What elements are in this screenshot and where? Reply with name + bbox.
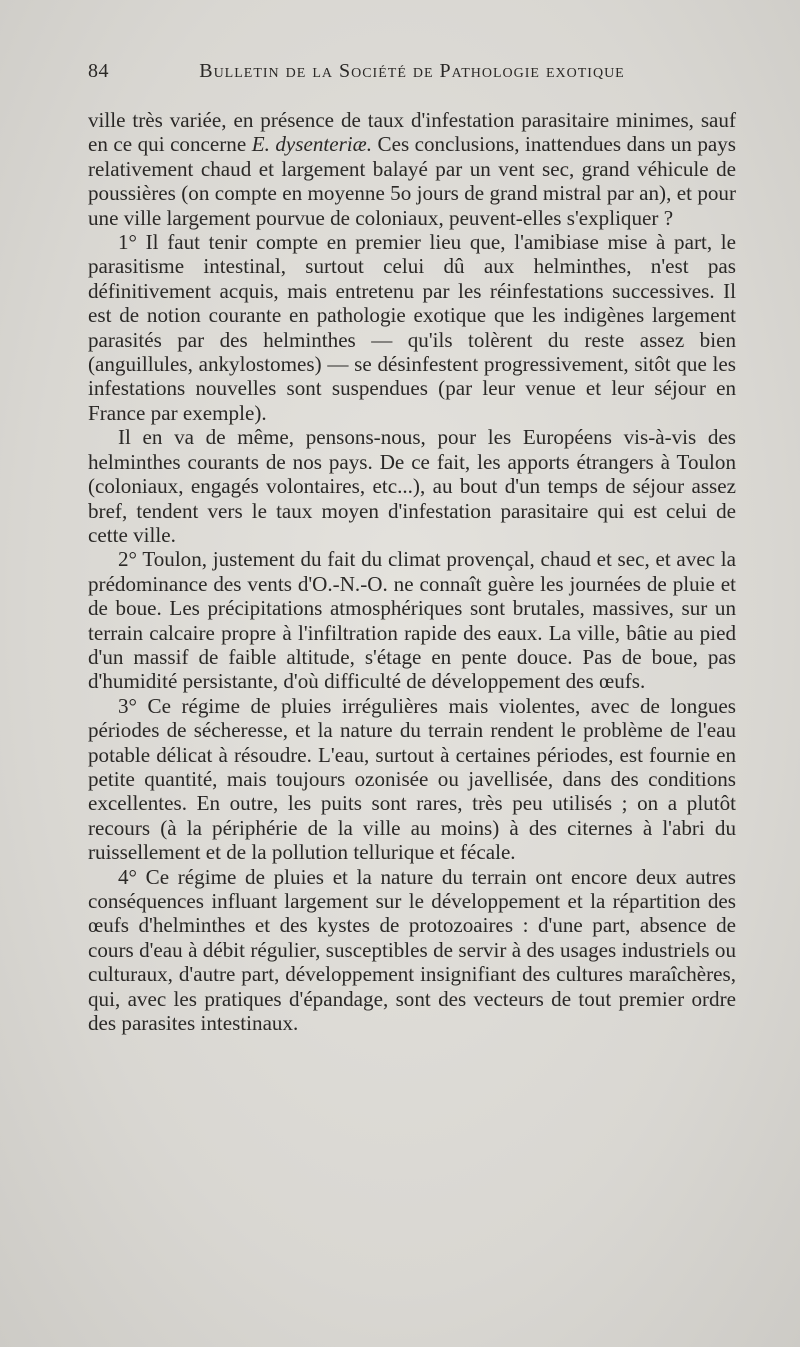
- species-name: E. dysenteriæ.: [251, 132, 373, 157]
- paragraph-1: [88, 108, 736, 230]
- paragraph-point-1: 1° Il faut tenir compte en premier lieu que, l'amibiase mise à part, le parasitisme intestinal, surtout celui dû aux helminthes, n'est pas définitivement acquis, mais entretenu par les réinfestations successives. Il est de notion courante en pathologie exotique que les indigènes largement parasités par des helminthes — qu'ils tolèrent du reste assez bien (anguillules, ankylostomes) — se désinfestent progressivement, sitôt que les infestations nouvelles sont suspendues (par leur venue et leur séjour en France par exemple).: [88, 230, 736, 425]
- paragraph-point-4: 4° Ce régime de pluies et la nature du terrain ont encore deux autres conséquences influant largement sur le développement et la répartition des œufs d'helminthes et des kystes de protozoaires : d'une part, absence de cours d'eau à débit régulier, susceptibles de servir à des usages industriels ou culturaux, d'autre part, développement insignifiant des cultures maraîchères, qui, avec les pratiques d'épandage, sont des vecteurs de tout premier ordre des parasites intestinaux.: [88, 864, 736, 1036]
- paragraph-point-2: 2° Toulon, justement du fait du climat provençal, chaud et sec, et avec la prédominance des vents d'O.-N.-O. ne connaît guère les journées de pluie et de boue. Les précipitations atmosphériques sont brutales, massives, sur un terrain calcaire propre à l'infiltration rapide des eaux. La ville, bâtie au pied d'un massif de faible altitude, s'étage en pente douce. Pas de boue, pas d'humidité persistante, d'où difficulté de développement des œufs.: [88, 547, 736, 694]
- body-text: [88, 108, 736, 1035]
- paragraph-europeans: Il en va de même, pensons-nous, pour les Européens vis-à-vis des helminthes courants de nos pays. De ce fait, les apports étrangers à Toulon (coloniaux, engagés volontaires, etc...), au bout d'un temps de séjour assez bref, tendent vers le taux moyen d'infestation parasitaire qui est celui de cette ville.: [88, 425, 736, 547]
- paragraph-1-text-b: Ces conclusions, inattendues dans un pays relativement chaud et largement balayé par un vent sec, grand véhicule de poussières (on compte en moyenne 5o jours de grand mistral par an), et pour une ville largement pourvue de coloniaux, peuvent-elles s'expliquer ?: [88, 132, 736, 230]
- paragraph-1-text-a: ville très variée, en présence de taux d'infestation parasitaire minimes, sauf en ce qui concerne: [88, 108, 736, 157]
- paragraph-point-3: 3° Ce régime de pluies irrégulières mais violentes, avec de longues périodes de sécheresse, et la nature du terrain rendent le problème de l'eau potable délicat à résoudre. L'eau, surtout à certaines périodes, est fournie en petite quantité, mais toujours ozonisée ou javellisée, dans des conditions excellentes. En outre, les puits sont rares, très peu utilisés ; on a plutôt recours (à la périphérie de la ville au moins) à des citernes à l'abri du ruissellement et de la pollution tellurique et fécale.: [88, 693, 736, 865]
- running-title: Bulletin de la Société de Pathologie exotique: [199, 60, 625, 82]
- page-number: 84: [88, 60, 109, 82]
- page-header: [88, 60, 736, 90]
